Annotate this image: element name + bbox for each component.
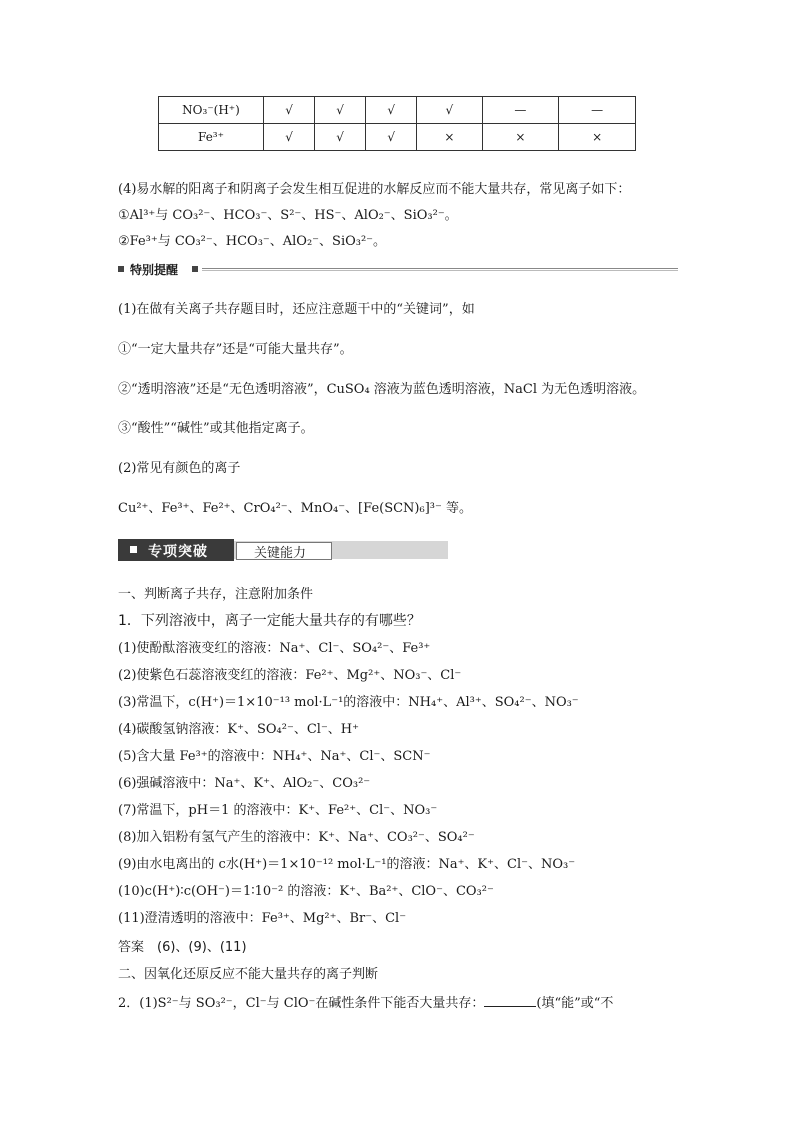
banner-main-label: 专项突破 <box>148 544 208 560</box>
table-cell: √ <box>366 97 417 124</box>
list-item: ②Fe³⁺与 CO₃²⁻、HCO₃⁻、AlO₂⁻、SiO₃²⁻。 <box>118 234 387 249</box>
banner-sub-label: 关键能力 <box>254 546 307 561</box>
section-heading: 一、判断离子共存，注意附加条件 <box>118 587 314 602</box>
table-cell: √ <box>315 97 366 124</box>
list-item: (7)常温下，pH＝1 的溶液中：K⁺、Fe²⁺、Cl⁻、NO₃⁻ <box>118 803 438 818</box>
list-item: (4)碳酸氢钠溶液：K⁺、SO₄²⁻、Cl⁻、H⁺ <box>118 722 360 737</box>
tip-line: ①“一定大量共存”还是“可能大量共存”。 <box>118 342 353 357</box>
list-item: (8)加入铝粉有氢气产生的溶液中：K⁺、Na⁺、CO₃²⁻、SO₄²⁻ <box>118 830 475 845</box>
table-row <box>159 97 636 124</box>
table-cell: √ <box>366 124 417 151</box>
question-2 <box>118 992 613 1011</box>
list-item: (9)由水电离出的 c水(H⁺)＝1×10⁻¹² mol·L⁻¹的溶液：Na⁺、K⁺、Cl⁻、NO₃⁻ <box>118 857 576 872</box>
table-cell: — <box>482 97 559 124</box>
table-cell: √ <box>417 97 482 124</box>
table-cell: √ <box>315 124 366 151</box>
tip-line: ②“透明溶液”还是“无色透明溶液”，CuSO₄ 溶液为蓝色透明溶液，NaCl 为无色透明溶液。 <box>118 382 646 397</box>
list-item: (11)澄清透明的溶液中：Fe³⁺、Mg²⁺、Br⁻、Cl⁻ <box>118 911 407 926</box>
table-cell: — <box>559 97 636 124</box>
row-header: NO₃⁻(H⁺) <box>159 97 264 124</box>
divider <box>202 268 678 271</box>
table-cell: √ <box>264 97 315 124</box>
row-header: Fe³⁺ <box>159 124 264 151</box>
tip-line: (1)在做有关离子共存题目时，还应注意题干中的“关键词”，如 <box>118 302 475 317</box>
answer: 答案 (6)、(9)、(11) <box>118 940 247 955</box>
list-item: (10)c(H⁺)∶c(OH⁻)＝1∶10⁻² 的溶液：K⁺、Ba²⁺、ClO⁻、CO₃²⁻ <box>118 884 494 899</box>
square-bullet-icon <box>130 546 137 553</box>
list-item: (2)使紫色石蕊溶液变红的溶液：Fe²⁺、Mg²⁺、NO₃⁻、Cl⁻ <box>118 668 462 683</box>
question-2-text: 2．(1)S²⁻与 SO₃²⁻，Cl⁻与 ClO⁻在碱性条件下能否大量共存： <box>118 996 485 1011</box>
square-bullet-icon <box>192 266 198 272</box>
ion-compatibility-table <box>158 96 636 151</box>
question-1: 1．下列溶液中，离子一定能大量共存的有哪些？ <box>118 613 421 629</box>
tip-line: Cu²⁺、Fe³⁺、Fe²⁺、CrO₄²⁻、MnO₄⁻、[Fe(SCN)₆]³⁻ 等。 <box>118 501 472 516</box>
table-cell: × <box>482 124 559 151</box>
tip-title: 特别提醒 <box>130 263 179 277</box>
answer-blank[interactable] <box>484 994 536 1007</box>
table-cell: × <box>559 124 636 151</box>
list-item: (3)常温下，c(H⁺)＝1×10⁻¹³ mol·L⁻¹的溶液中：NH₄⁺、Al³⁺、SO₄²⁻、NO₃⁻ <box>118 695 579 710</box>
list-item: (6)强碱溶液中：Na⁺、K⁺、AlO₂⁻、CO₃²⁻ <box>118 776 371 791</box>
list-item: ①Al³⁺与 CO₃²⁻、HCO₃⁻、S²⁻、HS⁻、AlO₂⁻、SiO₃²⁻。 <box>118 208 458 223</box>
tip-line: ③“酸性”“碱性”或其他指定离子。 <box>118 421 314 436</box>
paragraph-4: (4)易水解的阳离子和阴离子会发生相互促进的水解反应而不能大量共存，常见离子如下： <box>118 182 631 197</box>
tip-line: (2)常见有颜色的离子 <box>118 461 241 476</box>
square-bullet-icon <box>118 266 124 272</box>
list-item: (5)含大量 Fe³⁺的溶液中：NH₄⁺、Na⁺、Cl⁻、SCN⁻ <box>118 749 431 764</box>
question-2-hint: (填“能”或“不 <box>536 996 614 1011</box>
section-banner <box>118 537 430 563</box>
table-cell: × <box>417 124 482 151</box>
table-row <box>159 124 636 151</box>
table-cell: √ <box>264 124 315 151</box>
list-item: (1)使酚酞溶液变红的溶液：Na⁺、Cl⁻、SO₄²⁻、Fe³⁺ <box>118 641 431 656</box>
section-heading: 二、因氧化还原反应不能大量共存的离子判断 <box>118 967 379 982</box>
tip-header <box>118 262 678 276</box>
